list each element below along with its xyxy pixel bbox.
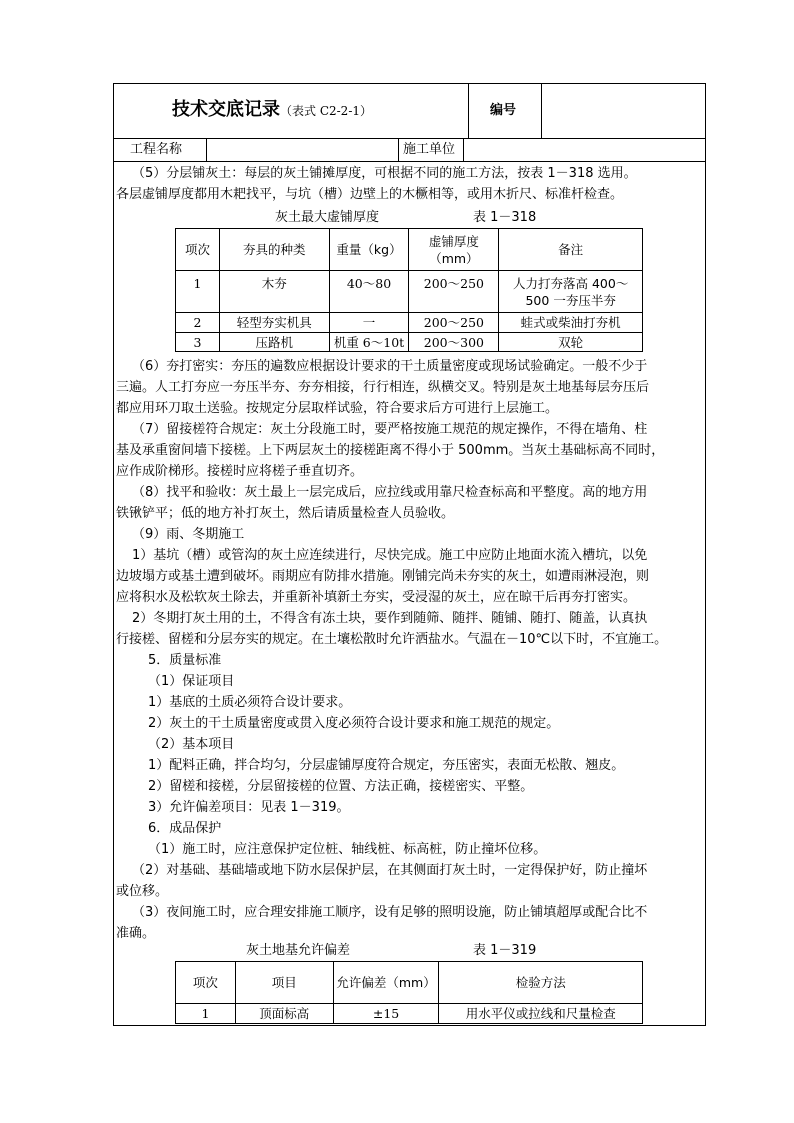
bottom-border bbox=[113, 1025, 706, 1026]
info-col-line-3 bbox=[463, 138, 464, 161]
body-line: 3）允许偏差项目：见表 1－319。 bbox=[148, 800, 350, 815]
table1-number: 表 1－318 bbox=[473, 210, 537, 225]
project-name-label: 工程名称 bbox=[130, 142, 183, 157]
table-cell: 40～80 bbox=[329, 271, 409, 313]
body-line: 1）基坑（槽）或管沟的灰土应连续进行，尽快完成。施工中应防止地面水流入槽坑，以免 bbox=[132, 548, 648, 563]
table-header-cell: 项次 bbox=[176, 962, 236, 1004]
body-line: （8）找平和验收：灰土最上一层完成后，应拉线或用靠尺检查标高和平整度。高的地方用 bbox=[132, 485, 648, 500]
table2-caption: 灰土地基允许偏差 bbox=[246, 943, 351, 958]
body-line: 2）灰土的干土质量密度或贯入度必须符合设计要求和施工规范的规定。 bbox=[148, 716, 560, 731]
table-cell: 机重 6～10t bbox=[329, 333, 409, 352]
table-cell: 200～300 bbox=[409, 333, 499, 352]
section-heading: （2）基本项目 bbox=[148, 737, 235, 752]
table-header-cell: 项目 bbox=[235, 962, 333, 1004]
table-cell: 木夯 bbox=[219, 271, 329, 313]
header-col-line-2 bbox=[541, 83, 542, 138]
table-allowable-deviation bbox=[175, 961, 643, 1024]
document-title bbox=[172, 100, 372, 121]
body-line: （1）施工时，应注意保护定位桩、轴线桩、标高桩，防止撞坏位移。 bbox=[148, 842, 547, 857]
table-cell: 200～250 bbox=[409, 271, 499, 313]
table-header-cell: 项次 bbox=[176, 229, 220, 271]
table-cell: 2 bbox=[176, 313, 220, 333]
table-cell: 双轮 bbox=[499, 333, 643, 352]
table-cell: 顶面标高 bbox=[235, 1004, 333, 1024]
body-line: 1）基底的土质必须符合设计要求。 bbox=[148, 695, 352, 710]
body-line: （5）分层铺灰土：每层的灰土铺摊厚度，可根据不同的施工方法，按表 1－318 选用。 bbox=[132, 166, 637, 181]
table-row bbox=[176, 333, 643, 352]
table2-number: 表 1－319 bbox=[473, 943, 537, 958]
body-line: 2）留槎和接槎，分层留接槎的位置、方法正确，接槎密实、平整。 bbox=[148, 779, 534, 794]
section-heading: （9）雨、冬期施工 bbox=[132, 527, 245, 542]
body-line: 1）配料正确，拌合均匀，分层虚铺厚度符合规定，夯压密实，表面无松散、翘皮。 bbox=[148, 758, 625, 773]
body-line: 应将积水及松软灰土除去，并重新补填新土夯实，受浸湿的灰土，应在晾干后再夯打密实。 bbox=[116, 590, 637, 605]
table-cell: 3 bbox=[176, 333, 220, 352]
table-cell: 一 bbox=[329, 313, 409, 333]
body-line: 基及承重窗间墙下接槎。上下两层灰土的接槎距离不得小于 500mm。当灰土基础标高不同时， bbox=[116, 443, 665, 458]
body-line: 铁锹铲平；低的地方补打灰土，然后请质量检查人员验收。 bbox=[116, 506, 455, 521]
body-line: （3）夜间施工时，应合理安排施工顺序，设有足够的照明设施，防止铺填超厚或配合比不 bbox=[132, 905, 648, 920]
table-cell: 200～250 bbox=[409, 313, 499, 333]
body-line: （6）夯打密实：夯压的遍数应根据设计要求的干土质量密度或现场试验确定。一般不少于 bbox=[132, 359, 648, 374]
top-border bbox=[113, 83, 706, 84]
form-code: （表式 C2-2-1） bbox=[280, 104, 373, 118]
table-cell: 蛙式或柴油打夯机 bbox=[499, 313, 643, 333]
section-heading: 6．成品保护 bbox=[148, 821, 222, 836]
body-line: 应作成阶梯形。接槎时应将槎子垂直切齐。 bbox=[116, 464, 364, 479]
table-cell: 人力打夯落高 400～500 一夯压半夯 bbox=[499, 271, 643, 313]
header-divider bbox=[113, 138, 706, 139]
body-line: 边坡塌方或基土遭到破坏。雨期应有防排水措施。刚铺完尚未夯实的灰土，如遭雨淋浸泡，则 bbox=[116, 569, 650, 584]
table-cell: 1 bbox=[176, 1004, 236, 1024]
info-col-line-1 bbox=[206, 138, 207, 161]
body-line: 都应用环刀取土送验。按规定分层取样试验，符合要求后方可进行上层施工。 bbox=[116, 401, 559, 416]
body-line: 三遍。人工打夯应一夯压半夯、夯夯相接，行行相连，纵横交叉。特别是灰土地基每层夯压后 bbox=[116, 380, 650, 395]
table-cell: 压路机 bbox=[219, 333, 329, 352]
table-header-cell: 备注 bbox=[499, 229, 643, 271]
section-heading: 5．质量标准 bbox=[148, 653, 222, 668]
table-row bbox=[176, 1004, 643, 1024]
table-header-row bbox=[176, 962, 643, 1004]
table-header-row bbox=[176, 229, 643, 271]
body-line: （2）对基础、基础墙或地下防水层保护层，在其侧面打灰土时，一定得保护好，防止撞坏 bbox=[132, 863, 648, 878]
table-cell: 1 bbox=[176, 271, 220, 313]
table-header-cell: 虚铺厚度（mm） bbox=[409, 229, 499, 271]
header-col-line-1 bbox=[468, 83, 469, 138]
section-heading: （1）保证项目 bbox=[148, 674, 235, 689]
construction-unit-label: 施工单位 bbox=[403, 142, 456, 157]
table1-caption: 灰土最大虚铺厚度 bbox=[275, 210, 380, 225]
table-row bbox=[176, 313, 643, 333]
table-header-cell: 检验方法 bbox=[439, 962, 643, 1004]
table-row bbox=[176, 271, 643, 313]
body-line: （7）留接槎符合规定：灰土分段施工时，要严格按施工规范的规定操作，不得在墙角、柱 bbox=[132, 422, 648, 437]
table-header-cell: 夯具的种类 bbox=[219, 229, 329, 271]
title-text: 技术交底记录 bbox=[172, 99, 280, 120]
number-label: 编号 bbox=[490, 103, 517, 118]
body-line: 2）冬期打灰土用的土，不得含有冻土块，要作到随筛、随拌、随铺、随打、随盖，认真执 bbox=[132, 611, 648, 626]
table-header-cell: 重量（kg） bbox=[329, 229, 409, 271]
table-header-cell: 允许偏差（mm） bbox=[333, 962, 439, 1004]
body-line: 行接槎、留槎和分层夯实的规定。在土壤松散时允许洒盐水。气温在－10℃以下时，不宜施工。 bbox=[116, 632, 668, 647]
table-cell: 用水平仪或拉线和尺量检查 bbox=[439, 1004, 643, 1024]
table-max-loose-thickness bbox=[175, 228, 643, 352]
body-line: 准确。 bbox=[116, 926, 156, 941]
table-cell: ±15 bbox=[333, 1004, 439, 1024]
body-line: 或位移。 bbox=[116, 884, 169, 899]
info-divider bbox=[113, 161, 706, 162]
info-col-line-2 bbox=[398, 138, 399, 161]
body-line: 各层虚铺厚度都用木耙找平，与坑（槽）边壁上的木橛相等，或用木折尺、标准杆检查。 bbox=[116, 187, 624, 202]
table-cell: 轻型夯实机具 bbox=[219, 313, 329, 333]
